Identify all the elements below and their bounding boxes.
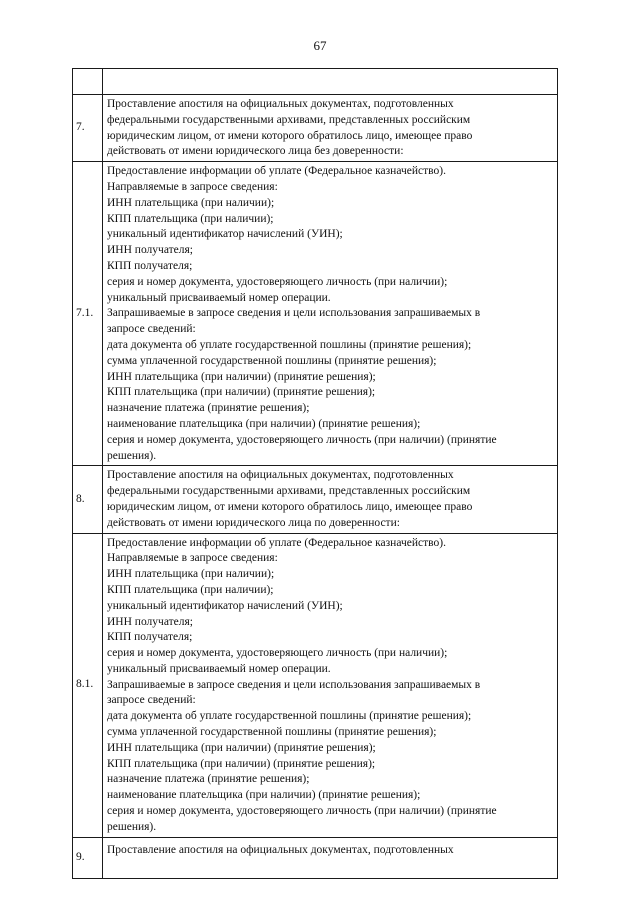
- text-line: Направляемые в запросе сведения:: [107, 552, 278, 565]
- row-number: 8.: [73, 466, 103, 533]
- text-line: Запрашиваемые в запросе сведения и цели использования запрашиваемых в: [107, 678, 481, 691]
- table-row: [73, 837, 558, 878]
- header-cell-content: [103, 69, 558, 95]
- text-line: дата документа об уплате государственной пошлины (принятие решения);: [107, 710, 472, 723]
- row-content: [103, 95, 558, 162]
- text-line: федеральными государственными архивами, представленных российским: [107, 485, 471, 498]
- text-line: КПП получателя;: [107, 631, 193, 644]
- text-line: запросе сведений:: [107, 694, 196, 707]
- text-line: дата документа об уплате государственной пошлины (принятие решения);: [107, 338, 472, 351]
- text-line: юридическим лицом, от имени которого обратилось лицо, имеющее право: [107, 129, 473, 142]
- text-line: решения).: [107, 449, 157, 462]
- table-row: [73, 95, 558, 162]
- row-content: [103, 837, 558, 878]
- text-line: Направляемые в запросе сведения:: [107, 180, 278, 193]
- row-number: 7.1.: [73, 162, 103, 466]
- text-line: КПП плательщика (при наличии) (принятие решения);: [107, 386, 376, 399]
- text-line: ИНН получателя;: [107, 244, 193, 257]
- text-line: сумма уплаченной государственной пошлины (принятие решения);: [107, 726, 437, 739]
- text-line: федеральными государственными архивами, представленных российским: [107, 113, 471, 126]
- text-line: наименование плательщика (при наличии) (принятие решения);: [107, 417, 421, 430]
- text-line: серия и номер документа, удостоверяющего личность (при наличии) (принятие: [107, 433, 497, 446]
- row-number: 7.: [73, 95, 103, 162]
- text-line: Проставление апостиля на официальных документах, подготовленных: [107, 469, 454, 482]
- text-line: Предоставление информации об уплате (Федеральное казначейство).: [107, 536, 446, 549]
- text-line: Предоставление информации об уплате (Федеральное казначейство).: [107, 165, 446, 178]
- text-line: уникальный присваиваемый номер операции.: [107, 291, 331, 304]
- text-line: ИНН плательщика (при наличии) (принятие решения);: [107, 741, 376, 754]
- row-content: [103, 533, 558, 837]
- text-line: серия и номер документа, удостоверяющего личность (при наличии) (принятие: [107, 805, 497, 818]
- text-line: КПП плательщика (при наличии) (принятие решения);: [107, 757, 376, 770]
- text-line: действовать от имени юридического лица без доверенности:: [107, 145, 404, 158]
- row-content: [103, 162, 558, 466]
- text-line: ИНН плательщика (при наличии);: [107, 568, 275, 581]
- text-line: ИНН получателя;: [107, 615, 193, 628]
- text-line: серия и номер документа, удостоверяющего личность (при наличии);: [107, 647, 448, 660]
- header-cell-number: [73, 69, 103, 95]
- text-line: назначение платежа (принятие решения);: [107, 402, 310, 415]
- text-line: уникальный идентификатор начислений (УИН);: [107, 228, 343, 241]
- text-line: Запрашиваемые в запросе сведения и цели использования запрашиваемых в: [107, 307, 481, 320]
- text-line: юридическим лицом, от имени которого обратилось лицо, имеющее право: [107, 500, 473, 513]
- row-number: 8.1.: [73, 533, 103, 837]
- text-line: уникальный идентификатор начислений (УИН);: [107, 599, 343, 612]
- text-line: Проставление апостиля на официальных документах, подготовленных: [107, 98, 454, 110]
- table-row: [73, 162, 558, 466]
- text-line: Проставление апостиля на официальных документах, подготовленных: [107, 843, 454, 856]
- row-number: 9.: [73, 837, 103, 878]
- services-table: [72, 68, 558, 879]
- page-number: 67: [313, 38, 327, 53]
- text-line: КПП плательщика (при наличии);: [107, 212, 274, 225]
- table-row: [73, 466, 558, 533]
- text-line: КПП плательщика (при наличии);: [107, 583, 274, 596]
- text-line: наименование плательщика (при наличии) (принятие решения);: [107, 789, 421, 802]
- text-line: уникальный присваиваемый номер операции.: [107, 662, 331, 675]
- text-line: серия и номер документа, удостоверяющего личность (при наличии);: [107, 275, 448, 288]
- table-row: [73, 533, 558, 837]
- text-line: назначение платежа (принятие решения);: [107, 773, 310, 786]
- text-line: действовать от имени юридического лица по доверенности:: [107, 516, 400, 529]
- text-line: решения).: [107, 820, 157, 833]
- text-line: КПП получателя;: [107, 259, 193, 272]
- text-line: сумма уплаченной государственной пошлины (принятие решения);: [107, 354, 437, 367]
- text-line: запросе сведений:: [107, 323, 196, 336]
- text-line: ИНН плательщика (при наличии);: [107, 196, 275, 209]
- table-header-row: [73, 69, 558, 95]
- row-content: [103, 466, 558, 533]
- text-line: ИНН плательщика (при наличии) (принятие решения);: [107, 370, 376, 383]
